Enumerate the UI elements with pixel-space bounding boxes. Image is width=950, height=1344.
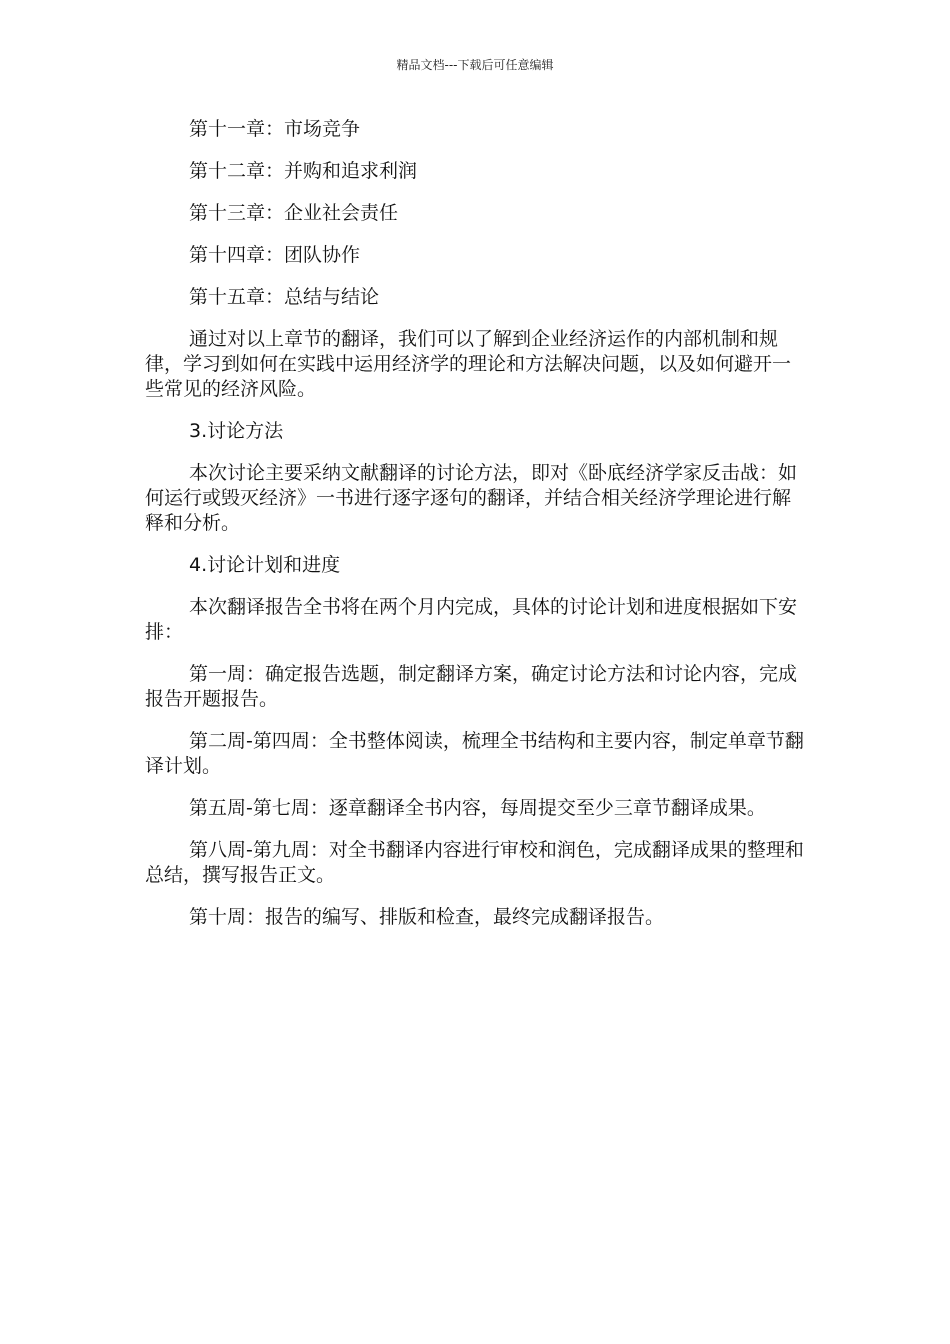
chapter-13-line: 第十三章：企业社会责任 — [189, 202, 399, 224]
plan-week-10: 第十周：报告的编写、排版和检查，最终完成翻译报告。 — [189, 906, 665, 928]
chapter-11-line: 第十一章：市场竞争 — [189, 118, 361, 140]
page-header: 精品文档---下载后可任意编辑 — [396, 58, 554, 72]
section-heading-plan: 4.讨论计划和进度 — [189, 554, 341, 576]
section-heading-method: 3.讨论方法 — [189, 420, 284, 442]
plan-week-8-9: 第八周-第九周：对全书翻译内容进行审校和润色，完成翻译成果的整理和总结，撰写报告正文。 — [145, 839, 804, 886]
summary-paragraph: 通过对以上章节的翻译，我们可以了解到企业经济运作的内部机制和规律，学习到如何在实践中运用经济学的理论和方法解决问题，以及如何避开一些常见的经济风险。 — [145, 328, 792, 400]
chapter-12-line: 第十二章：并购和追求利润 — [189, 160, 418, 182]
plan-intro-paragraph: 本次翻译报告全书将在两个月内完成，具体的讨论计划和进度根据如下安排： — [145, 596, 798, 643]
chapter-15-line: 第十五章：总结与结论 — [189, 286, 380, 308]
method-paragraph: 本次讨论主要采纳文献翻译的讨论方法，即对《卧底经济学家反击战：如何运行或毁灭经济》一书进行逐字逐句的翻译，并结合相关经济学理论进行解释和分析。 — [145, 462, 798, 534]
plan-week-1: 第一周：确定报告选题，制定翻译方案，确定讨论方法和讨论内容，完成报告开题报告。 — [145, 663, 798, 710]
document-body — [145, 117, 805, 947]
plan-week-2-4: 第二周-第四周：全书整体阅读，梳理全书结构和主要内容，制定单章节翻译计划。 — [145, 730, 804, 777]
plan-week-5-7: 第五周-第七周：逐章翻译全书内容，每周提交至少三章节翻译成果。 — [189, 797, 766, 819]
chapter-14-line: 第十四章：团队协作 — [189, 244, 361, 266]
